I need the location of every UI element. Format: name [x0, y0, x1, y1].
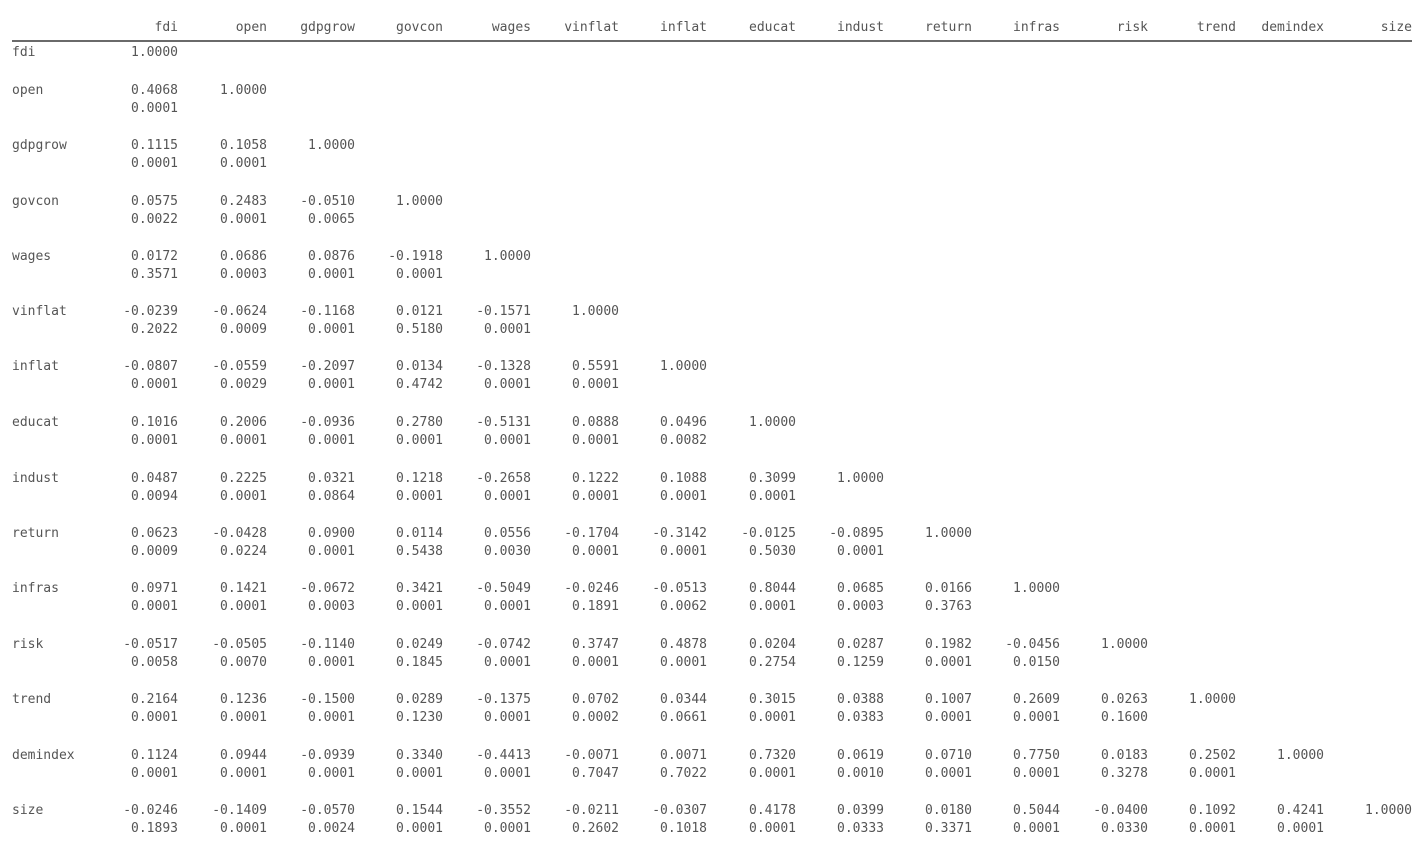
correlation-cell: -0.1704 [564, 526, 619, 541]
correlation-cell: 0.0623 [131, 526, 178, 541]
correlation-cell: 1.0000 [1277, 748, 1324, 763]
correlation-cell: 0.2164 [131, 692, 178, 707]
column-header-risk: risk [1116, 20, 1148, 35]
correlation-cell: 0.4178 [749, 803, 796, 818]
correlation-cell: 1.0000 [131, 45, 178, 60]
p-value-cell: 0.0001 [484, 766, 531, 781]
correlation-cell: -0.0513 [652, 581, 707, 596]
p-value-cell: 0.0001 [131, 710, 178, 725]
correlation-cell: 0.1236 [220, 692, 267, 707]
p-value-cell: 0.0001 [484, 322, 531, 337]
p-value-cell: 0.3371 [925, 821, 972, 836]
correlation-cell: -0.0400 [1093, 803, 1148, 818]
correlation-cell: 0.1218 [396, 471, 443, 486]
p-value-cell: 0.0001 [484, 710, 531, 725]
correlation-cell: 0.0166 [925, 581, 972, 596]
correlation-cell: 0.1092 [1189, 803, 1236, 818]
column-header-wages: wages [491, 20, 531, 35]
correlation-cell: -0.0428 [212, 526, 267, 541]
p-value-cell: 0.0001 [749, 821, 796, 836]
p-value-cell: 0.2022 [131, 322, 178, 337]
p-value-cell: 0.0001 [131, 101, 178, 116]
correlation-cell: 0.0183 [1101, 748, 1148, 763]
correlation-cell: -0.1409 [212, 803, 267, 818]
correlation-cell: 0.0114 [396, 526, 443, 541]
correlation-cell: 1.0000 [484, 249, 531, 264]
correlation-cell: 1.0000 [925, 526, 972, 541]
correlation-cell: 0.0399 [837, 803, 884, 818]
correlation-cell: 0.1016 [131, 415, 178, 430]
p-value-cell: 0.0065 [308, 212, 355, 227]
correlation-cell: 0.1124 [131, 748, 178, 763]
p-value-cell: 0.1600 [1101, 710, 1148, 725]
row-label-indust: indust [12, 471, 59, 486]
correlation-cell: 0.0710 [925, 748, 972, 763]
correlation-cell: 0.1982 [925, 637, 972, 652]
correlation-cell: 1.0000 [1189, 692, 1236, 707]
correlation-cell: 0.8044 [749, 581, 796, 596]
p-value-cell: 0.5030 [749, 544, 796, 559]
column-header-inflat: inflat [660, 20, 707, 35]
correlation-cell: 0.2780 [396, 415, 443, 430]
p-value-cell: 0.0003 [308, 599, 355, 614]
p-value-cell: 0.0001 [308, 322, 355, 337]
correlation-cell: 0.4068 [131, 83, 178, 98]
p-value-cell: 0.0661 [660, 710, 707, 725]
p-value-cell: 0.0094 [131, 489, 178, 504]
p-value-cell: 0.0001 [308, 267, 355, 282]
correlation-cell: -0.0570 [300, 803, 355, 818]
column-header-trend: trend [1196, 20, 1236, 35]
p-value-cell: 0.0001 [220, 710, 267, 725]
correlation-cell: -0.0895 [829, 526, 884, 541]
p-value-cell: 0.0864 [308, 489, 355, 504]
p-value-cell: 0.0001 [749, 599, 796, 614]
correlation-cell: 0.3340 [396, 748, 443, 763]
p-value-cell: 0.0001 [308, 544, 355, 559]
correlation-cell: -0.0125 [741, 526, 796, 541]
p-value-cell: 0.0383 [837, 710, 884, 725]
correlation-cell: 1.0000 [572, 304, 619, 319]
p-value-cell: 0.0082 [660, 433, 707, 448]
correlation-cell: -0.0246 [564, 581, 619, 596]
column-header-return: return [925, 20, 972, 35]
correlation-cell: 0.2609 [1013, 692, 1060, 707]
correlation-cell: -0.0246 [123, 803, 178, 818]
p-value-cell: 0.0001 [308, 655, 355, 670]
p-value-cell: 0.0001 [484, 599, 531, 614]
p-value-cell: 0.0009 [220, 322, 267, 337]
p-value-cell: 0.0001 [1189, 821, 1236, 836]
p-value-cell: 0.0001 [660, 655, 707, 670]
column-header-govcon: govcon [396, 20, 443, 35]
p-value-cell: 0.0003 [220, 267, 267, 282]
correlation-cell: 0.5591 [572, 359, 619, 374]
correlation-cell: -0.0071 [564, 748, 619, 763]
p-value-cell: 0.3763 [925, 599, 972, 614]
column-header-fdi: fdi [154, 20, 178, 35]
correlation-cell: 0.0619 [837, 748, 884, 763]
p-value-cell: 0.0030 [484, 544, 531, 559]
row-label-infras: infras [12, 581, 59, 596]
correlation-cell: -0.0807 [123, 359, 178, 374]
correlation-cell: -0.3142 [652, 526, 707, 541]
row-label-govcon: govcon [12, 194, 59, 209]
correlation-cell: 0.4241 [1277, 803, 1324, 818]
p-value-cell: 0.5438 [396, 544, 443, 559]
correlation-cell: -0.5049 [476, 581, 531, 596]
p-value-cell: 0.0001 [308, 766, 355, 781]
column-header-infras: infras [1013, 20, 1060, 35]
row-label-trend: trend [12, 692, 52, 707]
p-value-cell: 0.0001 [1277, 821, 1324, 836]
correlation-cell: 0.7320 [749, 748, 796, 763]
p-value-cell: 0.0333 [837, 821, 884, 836]
p-value-cell: 0.2602 [572, 821, 619, 836]
correlation-cell: 0.1421 [220, 581, 267, 596]
correlation-cell: 0.0876 [308, 249, 355, 264]
p-value-cell: 0.0001 [308, 710, 355, 725]
correlation-cell: 0.3421 [396, 581, 443, 596]
correlation-cell: 0.0180 [925, 803, 972, 818]
p-value-cell: 0.0001 [396, 821, 443, 836]
row-label-inflat: inflat [12, 359, 59, 374]
p-value-cell: 0.1891 [572, 599, 619, 614]
p-value-cell: 0.0001 [1013, 766, 1060, 781]
correlation-cell: 0.0944 [220, 748, 267, 763]
p-value-cell: 0.0001 [660, 489, 707, 504]
p-value-cell: 0.0001 [1013, 710, 1060, 725]
p-value-cell: 0.1018 [660, 821, 707, 836]
correlation-cell: -0.0510 [300, 194, 355, 209]
p-value-cell: 0.0001 [396, 599, 443, 614]
p-value-cell: 0.0001 [572, 544, 619, 559]
p-value-cell: 0.0010 [837, 766, 884, 781]
row-label-return: return [12, 526, 59, 541]
p-value-cell: 0.0022 [131, 212, 178, 227]
p-value-cell: 0.7047 [572, 766, 619, 781]
p-value-cell: 0.1259 [837, 655, 884, 670]
p-value-cell: 0.0224 [220, 544, 267, 559]
correlation-cell: 0.0134 [396, 359, 443, 374]
correlation-cell: -0.1168 [300, 304, 355, 319]
correlation-cell: -0.4413 [476, 748, 531, 763]
correlation-cell: 0.0900 [308, 526, 355, 541]
correlation-cell: 0.0121 [396, 304, 443, 319]
p-value-cell: 0.0009 [131, 544, 178, 559]
correlation-cell: 1.0000 [660, 359, 707, 374]
p-value-cell: 0.0070 [220, 655, 267, 670]
p-value-cell: 0.0150 [1013, 655, 1060, 670]
correlation-cell: 1.0000 [837, 471, 884, 486]
correlation-cell: 0.0321 [308, 471, 355, 486]
column-header-indust: indust [837, 20, 884, 35]
correlation-cell: -0.3552 [476, 803, 531, 818]
correlation-cell: -0.0211 [564, 803, 619, 818]
p-value-cell: 0.0003 [837, 599, 884, 614]
correlation-cell: -0.0505 [212, 637, 267, 652]
row-label-demindex: demindex [12, 748, 75, 763]
row-label-fdi: fdi [12, 45, 36, 60]
correlation-cell: 0.3099 [749, 471, 796, 486]
correlation-cell: -0.0672 [300, 581, 355, 596]
correlation-cell: -0.0456 [1005, 637, 1060, 652]
column-header-gdpgrow: gdpgrow [300, 20, 355, 35]
correlation-cell: 0.1088 [660, 471, 707, 486]
correlation-cell: -0.1140 [300, 637, 355, 652]
p-value-cell: 0.0001 [572, 489, 619, 504]
p-value-cell: 0.0024 [308, 821, 355, 836]
correlation-cell: 1.0000 [308, 138, 355, 153]
p-value-cell: 0.3571 [131, 267, 178, 282]
correlation-cell: 0.4878 [660, 637, 707, 652]
correlation-cell: 1.0000 [1101, 637, 1148, 652]
p-value-cell: 0.0001 [220, 599, 267, 614]
row-label-vinflat: vinflat [12, 304, 67, 319]
correlation-cell: -0.1328 [476, 359, 531, 374]
p-value-cell: 0.0001 [1189, 766, 1236, 781]
row-label-risk: risk [12, 637, 44, 652]
correlation-cell: 0.2225 [220, 471, 267, 486]
correlation-cell: -0.0936 [300, 415, 355, 430]
correlation-cell: 0.0685 [837, 581, 884, 596]
correlation-cell: 0.1115 [131, 138, 178, 153]
p-value-cell: 0.0001 [749, 489, 796, 504]
column-header-educat: educat [749, 20, 796, 35]
p-value-cell: 0.7022 [660, 766, 707, 781]
correlation-cell: 0.0287 [837, 637, 884, 652]
p-value-cell: 0.0001 [837, 544, 884, 559]
p-value-cell: 0.0058 [131, 655, 178, 670]
p-value-cell: 0.0001 [220, 156, 267, 171]
correlation-cell: 0.0702 [572, 692, 619, 707]
p-value-cell: 0.0001 [131, 599, 178, 614]
p-value-cell: 0.0001 [925, 655, 972, 670]
correlation-cell: 0.0172 [131, 249, 178, 264]
correlation-cell: 0.7750 [1013, 748, 1060, 763]
p-value-cell: 0.3278 [1101, 766, 1148, 781]
p-value-cell: 0.0330 [1101, 821, 1148, 836]
column-header-open: open [235, 20, 267, 35]
correlation-cell: -0.5131 [476, 415, 531, 430]
p-value-cell: 0.0001 [220, 489, 267, 504]
p-value-cell: 0.0001 [308, 377, 355, 392]
correlation-cell: 0.3015 [749, 692, 796, 707]
correlation-cell: 0.1222 [572, 471, 619, 486]
correlation-cell: 1.0000 [749, 415, 796, 430]
p-value-cell: 0.0001 [484, 489, 531, 504]
p-value-cell: 0.0002 [572, 710, 619, 725]
correlation-cell: 0.2006 [220, 415, 267, 430]
correlation-cell: 0.3747 [572, 637, 619, 652]
correlation-cell: 0.1058 [220, 138, 267, 153]
correlation-cell: 0.0971 [131, 581, 178, 596]
p-value-cell: 0.0062 [660, 599, 707, 614]
correlation-cell: 1.0000 [220, 83, 267, 98]
correlation-cell: -0.1571 [476, 304, 531, 319]
row-label-gdpgrow: gdpgrow [12, 138, 67, 153]
p-value-cell: 0.0001 [925, 710, 972, 725]
p-value-cell: 0.0001 [749, 766, 796, 781]
correlation-cell: -0.1375 [476, 692, 531, 707]
header-rule [12, 40, 1412, 42]
correlation-cell: 0.0487 [131, 471, 178, 486]
correlation-cell: -0.0239 [123, 304, 178, 319]
p-value-cell: 0.0001 [396, 433, 443, 448]
p-value-cell: 0.0001 [220, 766, 267, 781]
correlation-cell: 0.1544 [396, 803, 443, 818]
p-value-cell: 0.0001 [220, 433, 267, 448]
correlation-cell: -0.0742 [476, 637, 531, 652]
correlation-cell: 0.5044 [1013, 803, 1060, 818]
p-value-cell: 0.0001 [660, 544, 707, 559]
p-value-cell: 0.0001 [925, 766, 972, 781]
p-value-cell: 0.0001 [484, 821, 531, 836]
correlation-cell: 0.0289 [396, 692, 443, 707]
correlation-cell: -0.0939 [300, 748, 355, 763]
p-value-cell: 0.0001 [131, 433, 178, 448]
column-header-vinflat: vinflat [564, 20, 619, 35]
p-value-cell: 0.1845 [396, 655, 443, 670]
p-value-cell: 0.0001 [396, 267, 443, 282]
row-label-educat: educat [12, 415, 59, 430]
p-value-cell: 0.4742 [396, 377, 443, 392]
correlation-cell: 0.0888 [572, 415, 619, 430]
correlation-cell: -0.1500 [300, 692, 355, 707]
correlation-cell: 0.1007 [925, 692, 972, 707]
correlation-cell: 0.0344 [660, 692, 707, 707]
column-header-demindex: demindex [1261, 20, 1324, 35]
correlation-cell: 0.0686 [220, 249, 267, 264]
correlation-cell: 0.0204 [749, 637, 796, 652]
row-label-open: open [12, 83, 44, 98]
p-value-cell: 0.0001 [572, 655, 619, 670]
p-value-cell: 0.0001 [572, 433, 619, 448]
correlation-cell: 0.0249 [396, 637, 443, 652]
correlation-cell: 0.0556 [484, 526, 531, 541]
correlation-cell: 0.0496 [660, 415, 707, 430]
p-value-cell: 0.0001 [220, 821, 267, 836]
p-value-cell: 0.0029 [220, 377, 267, 392]
correlation-cell: 0.0071 [660, 748, 707, 763]
correlation-cell: 1.0000 [396, 194, 443, 209]
p-value-cell: 0.1893 [131, 821, 178, 836]
p-value-cell: 0.0001 [396, 489, 443, 504]
p-value-cell: 0.0001 [484, 655, 531, 670]
p-value-cell: 0.0001 [572, 377, 619, 392]
correlation-cell: -0.2097 [300, 359, 355, 374]
correlation-cell: 0.0388 [837, 692, 884, 707]
row-label-size: size [12, 803, 44, 818]
correlation-cell: 0.2502 [1189, 748, 1236, 763]
p-value-cell: 0.0001 [1013, 821, 1060, 836]
p-value-cell: 0.0001 [396, 766, 443, 781]
correlation-cell: -0.0307 [652, 803, 707, 818]
correlation-cell: -0.0517 [123, 637, 178, 652]
p-value-cell: 0.0001 [220, 212, 267, 227]
column-header-size: size [1380, 20, 1412, 35]
p-value-cell: 0.0001 [131, 766, 178, 781]
p-value-cell: 0.0001 [308, 433, 355, 448]
p-value-cell: 0.0001 [484, 433, 531, 448]
correlation-cell: -0.0624 [212, 304, 267, 319]
correlation-cell: -0.1918 [388, 249, 443, 264]
p-value-cell: 0.5180 [396, 322, 443, 337]
p-value-cell: 0.0001 [131, 377, 178, 392]
correlation-cell: -0.0559 [212, 359, 267, 374]
correlation-cell: 0.0575 [131, 194, 178, 209]
correlation-cell: 0.2483 [220, 194, 267, 209]
p-value-cell: 0.2754 [749, 655, 796, 670]
correlation-cell: 1.0000 [1013, 581, 1060, 596]
row-label-wages: wages [12, 249, 52, 264]
correlation-cell: -0.2658 [476, 471, 531, 486]
correlation-cell: 1.0000 [1365, 803, 1412, 818]
p-value-cell: 0.0001 [131, 156, 178, 171]
p-value-cell: 0.0001 [749, 710, 796, 725]
p-value-cell: 0.0001 [484, 377, 531, 392]
correlation-cell: 0.0263 [1101, 692, 1148, 707]
p-value-cell: 0.1230 [396, 710, 443, 725]
